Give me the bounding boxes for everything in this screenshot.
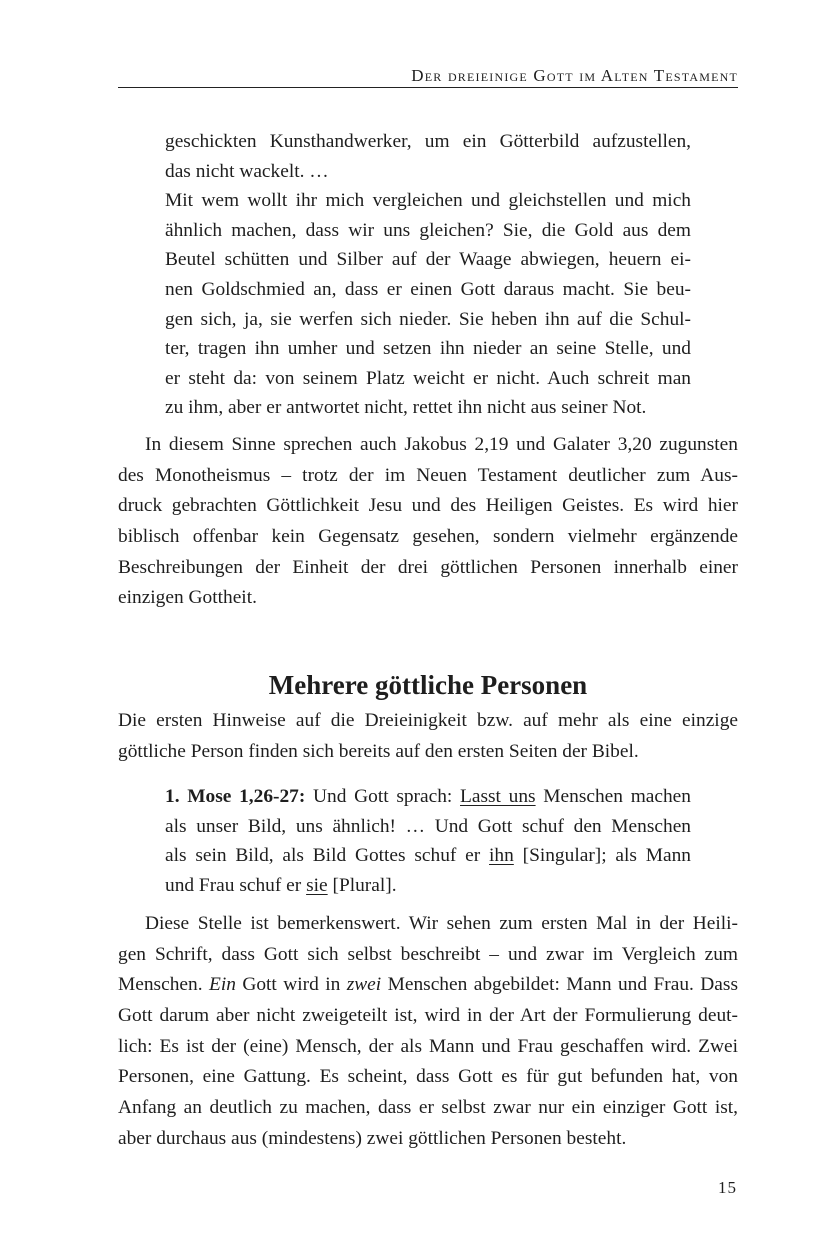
paragraph-line: einzigen Gottheit. [118,587,257,609]
running-header-title: Der dreieinige Gott im Alten Testament [411,66,738,85]
paragraph-remarkable [118,909,738,1155]
quote-line: nen Goldschmied an, dass er einen Gott daraus macht. Sie beu- [165,278,691,300]
paragraph-line: Die ersten Hinweise auf die Dreieinigkeit bzw. auf mehr als eine einzige [118,710,738,731]
quote-line: geschickten Kunsthandwerker, um ein Götterbild aufzustellen, [165,131,691,152]
page-number: 15 [718,1178,737,1197]
section-heading: Mehrere göttliche Personen [268,670,588,700]
quote-line: ter, tragen ihn umher und setzen ihn nieder an seine Stelle, und [165,338,691,360]
quote-line: zu ihm, aber er antwortet nicht, rettet ihn nicht aus seiner Not. [165,397,647,419]
paragraph-line: In diesem Sinne sprechen auch Jakobus 2,19 und Galater 3,20 zugunsten [145,434,738,455]
underlined-word: ihn [489,845,514,867]
paragraph-monotheism [118,430,738,614]
paragraph-line: Beschreibungen der Einheit der drei göttlichen Personen innerhalb einer [118,556,738,578]
running-header [118,62,738,88]
verse-reference: 1. Mose 1,26-27: [165,786,306,807]
quote-line: ähnlich machen, dass wir uns gleichen? Sie, die Gold aus dem [165,219,691,241]
quote-line: und Frau schuf er sie [Plural]. [165,874,397,896]
emphasis: zwei [346,974,382,996]
paragraph-line: druck gebrachten Göttlichkeit Jesu und des Heiligen Geistes. Es wird hier [118,495,738,517]
block-quote-isaiah [165,127,691,423]
emphasis: Ein [208,974,236,996]
underlined-phrase: Lasst uns [460,786,536,807]
quote-line: 1. Mose 1,26-27: Und Gott sprach: Lasst uns Menschen machen [165,786,691,807]
quote-line: er steht da: von seinem Platz weicht er nicht. Auch schreit man [165,367,691,389]
paragraph-line: aber durchaus aus (mindestens) zwei göttlichen Personen besteht. [118,1127,627,1149]
paragraph-line: Gott darum aber nicht zweigeteilt ist, wird in der Art der Formulierung deut- [118,1005,738,1027]
quote-line: Beutel schütten und Silber auf der Waage abwiegen, heuern ei- [165,249,691,271]
quote-line: gen sich, ja, sie werfen sich nieder. Sie heben ihn auf die Schul- [165,308,691,330]
paragraph-line: göttliche Person finden sich bereits auf den ersten Seiten der Bibel. [118,740,639,762]
paragraph-first-hints [118,706,738,767]
quote-line: das nicht wackelt. … [165,160,329,182]
quote-line: Mit wem wollt ihr mich vergleichen und gleichstellen und mich [165,190,691,212]
paragraph-line: Menschen. Ein Gott wird in zwei Menschen abgebildet: Mann und Frau. Dass [118,974,738,996]
paragraph-line: Personen, eine Gattung. Es scheint, dass Gott es für gut befunden hat, von [118,1066,738,1088]
paragraph-line: Diese Stelle ist bemerkenswert. Wir sehen zum ersten Mal in der Heili- [145,913,738,934]
underlined-word: sie [306,874,328,896]
paragraph-line: Anfang an deutlich zu machen, dass er selbst zwar nur ein einziger Gott ist, [118,1097,738,1119]
paragraph-line: lich: Es ist der (eine) Mensch, der als Mann und Frau geschaffen wird. Zwei [118,1035,738,1057]
paragraph-line: des Monotheismus – trotz der im Neuen Testament deutlicher zum Aus- [118,464,738,486]
quote-line: als unser Bild, uns ähnlich! … Und Gott schuf den Menschen [165,815,691,837]
block-quote-genesis [165,782,691,900]
paragraph-line: gen Schrift, dass Gott sich selbst beschreibt – und zwar im Vergleich zum [118,943,738,965]
quote-line: als sein Bild, als Bild Gottes schuf er ihn [Singular]; als Mann [165,845,691,867]
paragraph-line: biblisch offenbar kein Gegensatz gesehen, sondern vielmehr ergänzende [118,526,738,548]
